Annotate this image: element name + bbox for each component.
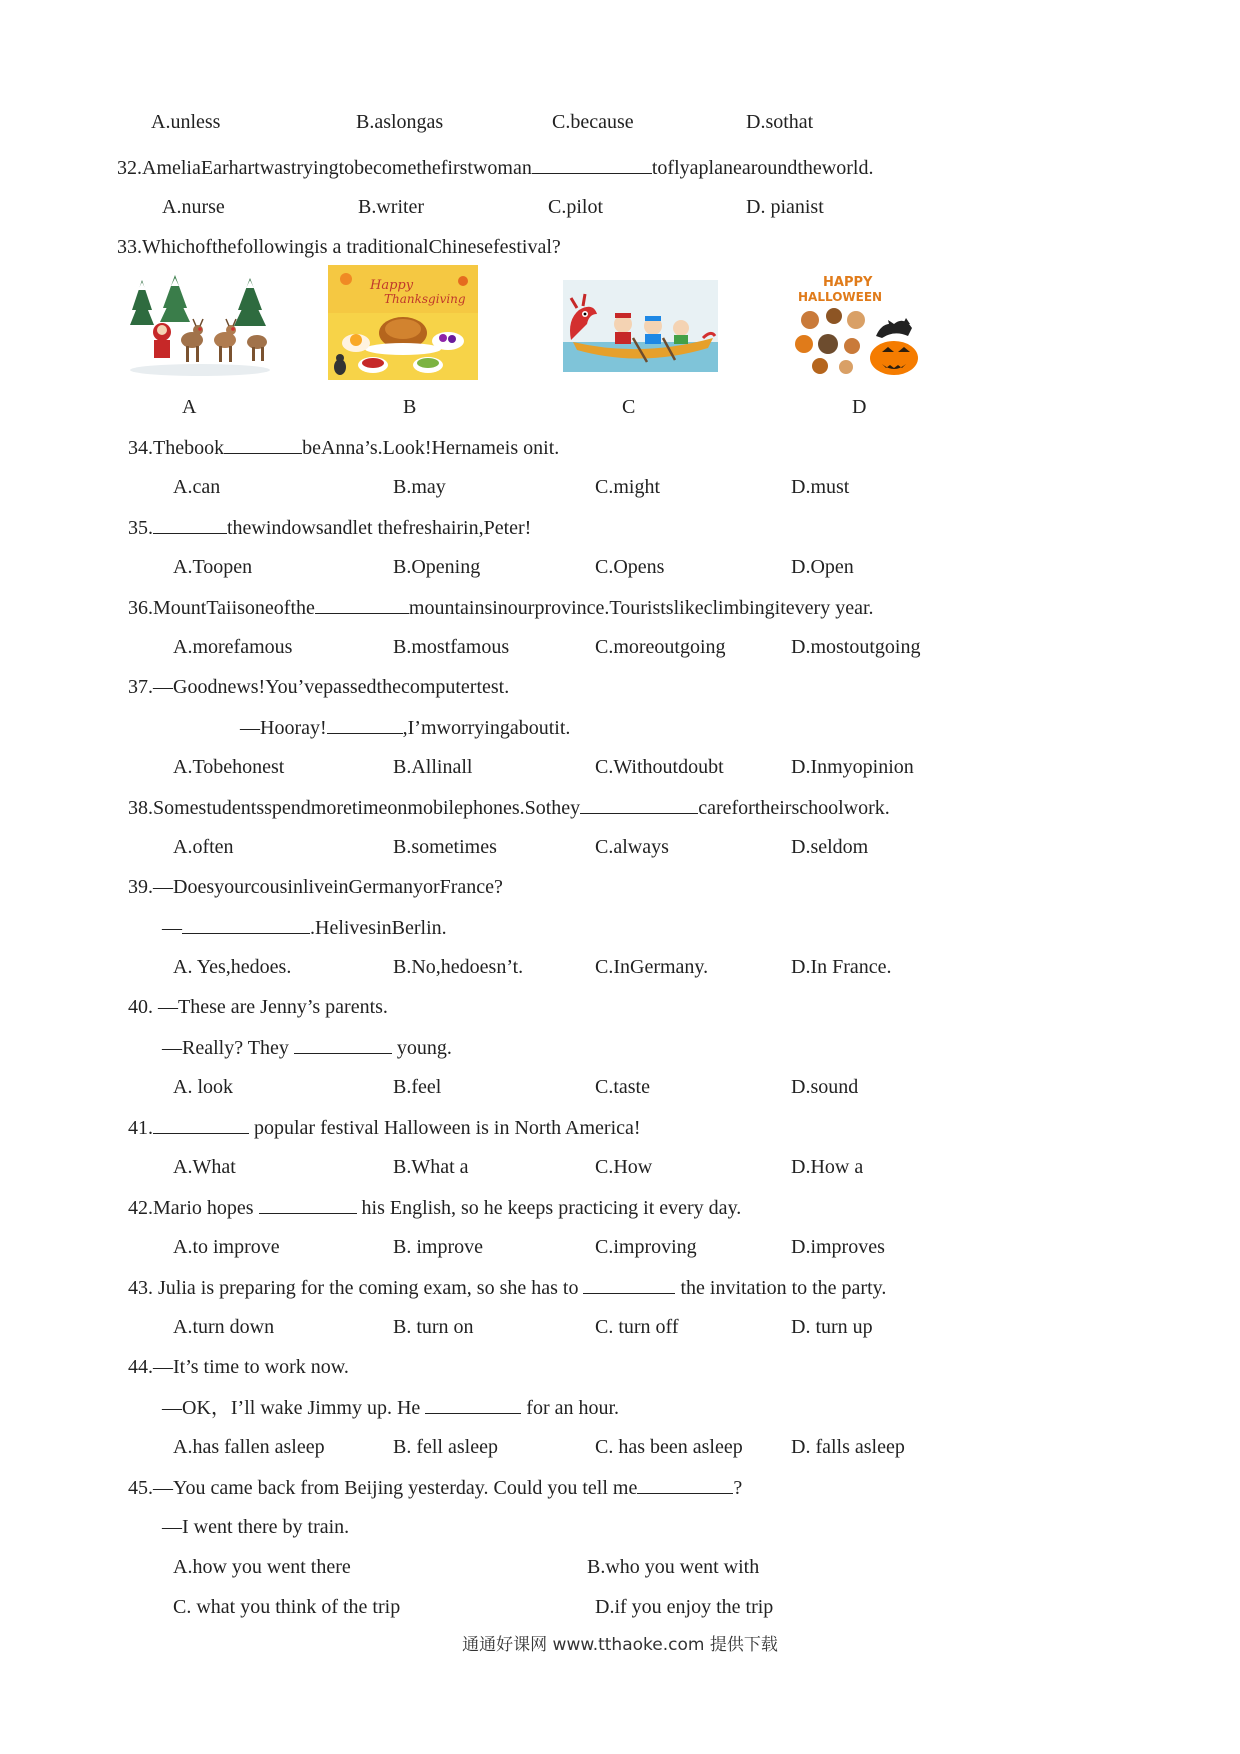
q39-option-c: C.InGermany. — [595, 956, 709, 978]
q36-option-c: C.moreoutgoing — [595, 636, 726, 658]
q40-option-d: D.sound — [791, 1076, 859, 1098]
q39-option-b: B.No,hedoesn’t. — [393, 956, 524, 978]
question-43: 43. Julia is preparing for the coming exam, so she has to the invitation to the party. — [128, 1277, 887, 1299]
question-39: 39.—DoesyourcousinliveinGermanyorFrance? — [128, 876, 503, 898]
q36-option-d: D.mostoutgoing — [791, 636, 921, 658]
q42-option-b: B. improve — [393, 1236, 483, 1258]
answer-blank — [580, 795, 698, 814]
answer-blank — [532, 155, 652, 174]
thanksgiving-dinner-picture — [328, 265, 478, 380]
question-42: 42.Mario hopes his English, so he keeps practicing it every day. — [128, 1197, 742, 1219]
answer-blank — [182, 915, 310, 934]
q43-option-b: B. turn on — [393, 1316, 474, 1338]
q31-option-b: B.aslongas — [356, 111, 444, 133]
q37-option-c: C.Withoutdoubt — [595, 756, 724, 778]
q38-option-d: D.seldom — [791, 836, 869, 858]
question-37: 37.—Goodnews!You’vepassedthecomputertest. — [128, 676, 510, 698]
q45-option-d: D.if you enjoy the trip — [595, 1596, 774, 1618]
q32-option-a: A.nurse — [162, 196, 225, 218]
q38-option-a: A.often — [173, 836, 234, 858]
q36-option-b: B.mostfamous — [393, 636, 510, 658]
q38-option-b: B.sometimes — [393, 836, 497, 858]
q43-option-d: D. turn up — [791, 1316, 873, 1338]
svg-text:HAPPY: HAPPY — [823, 275, 873, 290]
q34-option-b: B.may — [393, 476, 446, 498]
svg-text:Happy: Happy — [370, 278, 414, 293]
q32-option-b: B.writer — [358, 196, 425, 218]
answer-blank — [583, 1275, 675, 1294]
q35-option-c: C.Opens — [595, 556, 665, 578]
q45-option-c: C. what you think of the trip — [173, 1596, 401, 1618]
q33-picture-label-a: A — [182, 396, 197, 418]
answer-blank — [294, 1035, 392, 1054]
q40-option-c: C.taste — [595, 1076, 650, 1098]
answer-blank — [315, 595, 409, 614]
q41-option-a: A.What — [173, 1156, 236, 1178]
question-38: 38.Somestudentsspendmoretimeonmobilephones.Sothey carefortheirschoolwork. — [128, 797, 890, 819]
q42-option-a: A.to improve — [173, 1236, 280, 1258]
footer-download-note: 通通好课网 www.tthaoke.com 提供下载 — [462, 1635, 778, 1655]
q33-picture-label-d: D — [852, 396, 867, 418]
christmas-reindeer-picture — [130, 270, 275, 380]
answer-blank — [153, 1115, 249, 1134]
q44-option-d: D. falls asleep — [791, 1436, 905, 1458]
halloween-cookies-picture — [790, 268, 930, 378]
question-36: 36.MountTaiisoneofthe mountainsinourprovince.Touristslikeclimbingitevery year. — [128, 597, 874, 619]
q44-option-b: B. fell asleep — [393, 1436, 498, 1458]
question-34: 34.Thebook beAnna’s.Look!Hernameis onit. — [128, 437, 560, 459]
answer-blank — [259, 1195, 357, 1214]
question-35: 35. thewindowsandlet thefreshairin,Peter! — [128, 517, 532, 539]
q37-option-b: B.Allinall — [393, 756, 473, 778]
q34-option-c: C.might — [595, 476, 661, 498]
question-33: 33.Whichofthefollowingis a traditionalChinesefestival? — [117, 236, 561, 258]
question-45-reply: —I went there by train. — [162, 1516, 350, 1538]
q36-option-a: A.morefamous — [173, 636, 293, 658]
answer-blank — [327, 715, 403, 734]
question-44-reply: —OK，I’ll wake Jimmy up. He for an hour. — [162, 1397, 620, 1419]
q42-option-c: C.improving — [595, 1236, 697, 1258]
question-44: 44.—It’s time to work now. — [128, 1356, 349, 1378]
q41-option-b: B.What a — [393, 1156, 469, 1178]
answer-blank — [425, 1395, 521, 1414]
svg-text:Thanksgiving: Thanksgiving — [384, 292, 466, 306]
dragon-boat-picture — [563, 280, 718, 372]
q44-option-c: C. has been asleep — [595, 1436, 743, 1458]
q31-option-a: A.unless — [151, 111, 221, 133]
q43-option-c: C. turn off — [595, 1316, 679, 1338]
q45-option-b: B.who you went with — [587, 1556, 760, 1578]
question-37-reply: —Hooray! ,I’mworryingaboutit. — [240, 717, 571, 739]
question-40: 40. —These are Jenny’s parents. — [128, 996, 388, 1018]
question-32: 32.AmeliaEarhartwastryingtobecomethefirstwoman toflyaplanearoundtheworld. — [117, 157, 874, 179]
q32-option-d: D. pianist — [746, 196, 824, 218]
question-39-reply: — .HelivesinBerlin. — [162, 917, 447, 939]
q32-option-c: C.pilot — [548, 196, 604, 218]
q44-option-a: A.has fallen asleep — [173, 1436, 325, 1458]
q39-option-d: D.In France. — [791, 956, 892, 978]
q37-option-d: D.Inmyopinion — [791, 756, 914, 778]
q43-option-a: A.turn down — [173, 1316, 275, 1338]
answer-blank — [153, 515, 227, 534]
q33-picture-label-b: B — [403, 396, 417, 418]
q31-option-d: D.sothat — [746, 111, 814, 133]
q33-picture-label-c: C — [622, 396, 636, 418]
q41-option-c: C.How — [595, 1156, 653, 1178]
svg-text:HALLOWEEN: HALLOWEEN — [798, 290, 883, 304]
answer-blank — [637, 1475, 733, 1494]
q35-option-a: A.Toopen — [173, 556, 253, 578]
q40-option-b: B.feel — [393, 1076, 442, 1098]
q34-option-d: D.must — [791, 476, 850, 498]
question-41: 41. popular festival Halloween is in North America! — [128, 1117, 641, 1139]
question-40-reply: —Really? They young. — [162, 1037, 452, 1059]
q35-option-b: B.Opening — [393, 556, 481, 578]
q39-option-a: A. Yes,hedoes. — [173, 956, 292, 978]
q41-option-d: D.How a — [791, 1156, 864, 1178]
q31-option-c: C.because — [552, 111, 634, 133]
q37-option-a: A.Tobehonest — [173, 756, 285, 778]
q35-option-d: D.Open — [791, 556, 854, 578]
q42-option-d: D.improves — [791, 1236, 885, 1258]
q40-option-a: A. look — [173, 1076, 233, 1098]
question-45: 45.—You came back from Beijing yesterday. Could you tell me ? — [128, 1477, 743, 1499]
q38-option-c: C.always — [595, 836, 669, 858]
q45-option-a: A.how you went there — [173, 1556, 351, 1578]
q34-option-a: A.can — [173, 476, 221, 498]
answer-blank — [224, 435, 302, 454]
